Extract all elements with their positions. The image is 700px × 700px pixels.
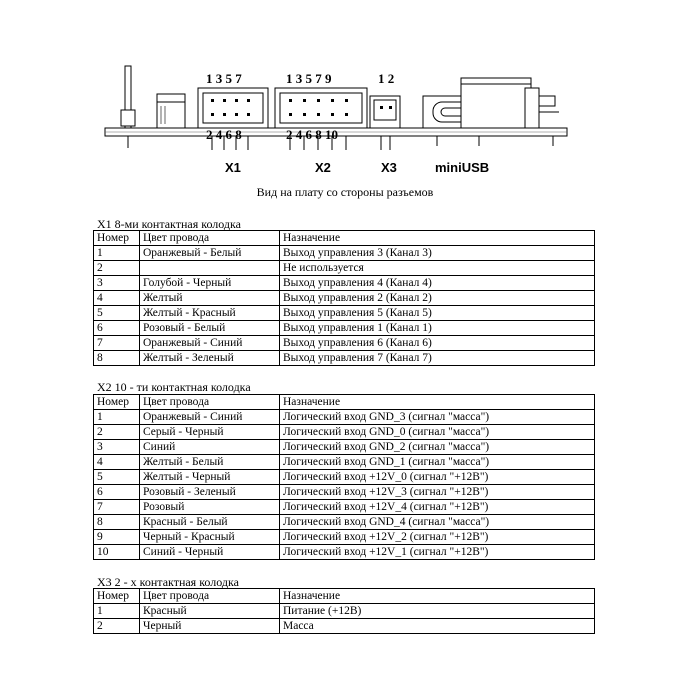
pin-purpose: Логический вход GND_2 (сигнал "масса") [280, 440, 595, 455]
column-header-number: Номер [94, 231, 140, 246]
x3-table-title: X3 2 - х контактная колодка [97, 575, 239, 589]
x2-table-title: X2 10 - ти контактная колодка [97, 380, 251, 394]
wire-color: Желтый - Белый [140, 455, 280, 470]
diagram-caption: Вид на плату со стороны разъемов [256, 185, 434, 199]
column-header-purpose: Назначение [280, 589, 595, 604]
wire-color: Оранжевый - Белый [140, 246, 280, 261]
pin-purpose: Выход управления 5 (Канал 5) [280, 306, 595, 321]
column-header-number: Номер [94, 395, 140, 410]
pin-number: 4 [94, 455, 140, 470]
wire-color: Синий [140, 440, 280, 455]
table-row [94, 515, 595, 530]
wire-color: Черный [140, 619, 280, 634]
table-row [94, 321, 595, 336]
pin-number: 3 [94, 276, 140, 291]
column-header-wire-color: Цвет провода [140, 589, 280, 604]
pin-purpose: Логический вход +12V_3 (сигнал "+12В") [280, 485, 595, 500]
x2-label: X2 [315, 160, 331, 175]
wire-color: Розовый - Белый [140, 321, 280, 336]
board-drawing [95, 58, 595, 158]
wire-color: Желтый - Красный [140, 306, 280, 321]
pin-purpose: Масса [280, 619, 595, 634]
x1-table-title: X1 8-ми контактная колодка [97, 217, 242, 231]
pin-purpose: Выход управления 2 (Канал 2) [280, 291, 595, 306]
pin-purpose: Выход управления 1 (Канал 1) [280, 321, 595, 336]
table-row [94, 440, 595, 455]
pin-purpose: Выход управления 4 (Канал 4) [280, 276, 595, 291]
table-row [94, 545, 595, 560]
pin-purpose: Выход управления 7 (Канал 7) [280, 351, 595, 366]
table-header-row [94, 231, 595, 246]
pin-purpose: Логический вход +12V_1 (сигнал "+12В") [280, 545, 595, 560]
x1-pin-table [93, 230, 595, 366]
table-row [94, 336, 595, 351]
x3-top-pin-numbers: 1 2 [378, 71, 395, 86]
wire-color: Черный - Красный [140, 530, 280, 545]
table-row [94, 351, 595, 366]
pin-number: 8 [94, 351, 140, 366]
table-row [94, 261, 595, 276]
wire-color [140, 261, 280, 276]
pin-number: 2 [94, 425, 140, 440]
table-row [94, 291, 595, 306]
pin-number: 8 [94, 515, 140, 530]
pin-number: 5 [94, 306, 140, 321]
pin-number: 1 [94, 246, 140, 261]
pin-number: 1 [94, 604, 140, 619]
column-header-purpose: Назначение [280, 395, 595, 410]
pin-purpose: Логический вход GND_0 (сигнал "масса") [280, 425, 595, 440]
wire-color: Серый - Черный [140, 425, 280, 440]
wire-color: Желтый - Черный [140, 470, 280, 485]
table-row [94, 455, 595, 470]
wire-color: Желтый [140, 291, 280, 306]
pin-number: 4 [94, 291, 140, 306]
wire-color: Оранжевый - Синий [140, 410, 280, 425]
x1-bottom-pin-numbers: 2 4 6 8 [206, 127, 242, 142]
pin-purpose: Логический вход +12V_4 (сигнал "+12В") [280, 500, 595, 515]
pin-purpose: Логический вход +12V_0 (сигнал "+12В") [280, 470, 595, 485]
pin-purpose: Выход управления 6 (Канал 6) [280, 336, 595, 351]
pin-number: 7 [94, 500, 140, 515]
x3-header [370, 96, 400, 150]
table-row [94, 619, 595, 634]
pin-purpose: Логический вход GND_3 (сигнал "масса") [280, 410, 595, 425]
column-header-wire-color: Цвет провода [140, 231, 280, 246]
board-diagram [95, 58, 595, 199]
table-row [94, 425, 595, 440]
table-row [94, 485, 595, 500]
pin-purpose: Выход управления 3 (Канал 3) [280, 246, 595, 261]
table-row [94, 306, 595, 321]
pin-number: 6 [94, 321, 140, 336]
x1-label: X1 [225, 160, 241, 175]
wire-color: Розовый [140, 500, 280, 515]
x3-pin-table [93, 588, 595, 634]
table-row [94, 530, 595, 545]
capacitor [157, 94, 185, 128]
pin-purpose: Логический вход GND_1 (сигнал "масса") [280, 455, 595, 470]
pin-purpose: Питание (+12В) [280, 604, 595, 619]
table-row [94, 604, 595, 619]
pin-number: 7 [94, 336, 140, 351]
table-row [94, 276, 595, 291]
wire-color: Желтый - Зеленый [140, 351, 280, 366]
pin-purpose: Логический вход +12V_2 (сигнал "+12В") [280, 530, 595, 545]
pin-number: 10 [94, 545, 140, 560]
x2-bottom-pin-numbers: 2 4 6 8 10 [286, 127, 338, 142]
table-header-row [94, 395, 595, 410]
column-header-number: Номер [94, 589, 140, 604]
column-header-wire-color: Цвет провода [140, 395, 280, 410]
pin-number: 1 [94, 410, 140, 425]
pin-number: 2 [94, 261, 140, 276]
wire-color: Красный - Белый [140, 515, 280, 530]
pin-number: 6 [94, 485, 140, 500]
wire-color: Красный [140, 604, 280, 619]
pin-number: 2 [94, 619, 140, 634]
pin-purpose: Не используется [280, 261, 595, 276]
table-row [94, 470, 595, 485]
pin-number: 5 [94, 470, 140, 485]
wire-color: Синий - Черный [140, 545, 280, 560]
wire-color: Розовый - Зеленый [140, 485, 280, 500]
pin-number: 3 [94, 440, 140, 455]
table-header-row [94, 589, 595, 604]
x2-pin-table [93, 394, 595, 560]
table-row [94, 246, 595, 261]
wire-color: Голубой - Черный [140, 276, 280, 291]
column-header-purpose: Назначение [280, 231, 595, 246]
x1-top-pin-numbers: 1 3 5 7 [206, 71, 242, 86]
table-row [94, 500, 595, 515]
pin-purpose: Логический вход GND_4 (сигнал "масса") [280, 515, 595, 530]
x3-label: X3 [381, 160, 397, 175]
pin-number: 9 [94, 530, 140, 545]
wire-color: Оранжевый - Синий [140, 336, 280, 351]
x2-top-pin-numbers: 1 3 5 7 9 [286, 71, 332, 86]
table-row [94, 410, 595, 425]
miniusb-label: miniUSB [435, 160, 490, 175]
